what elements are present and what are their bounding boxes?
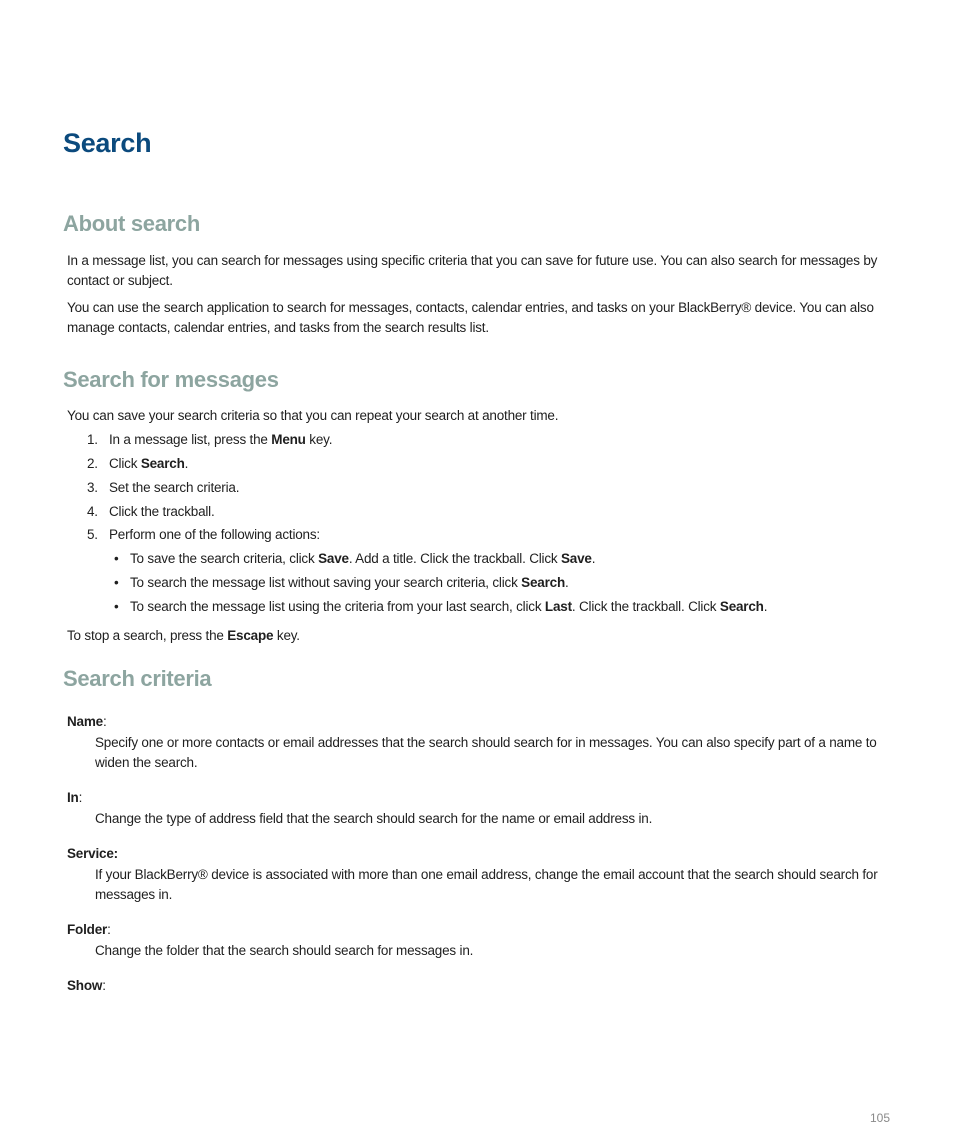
criteria-definition-folder: Change the folder that the search should search for messages in.: [95, 943, 474, 958]
bullet-text: .: [565, 575, 569, 590]
bullet-text: . Click the trackball. Click: [571, 599, 720, 614]
section-heading-search-for-messages: Search for messages: [63, 367, 279, 392]
section-heading-search-criteria: Search criteria: [63, 666, 212, 691]
outro-text-end: key.: [273, 628, 300, 643]
term-label: In: [67, 790, 79, 805]
page-number: 105: [869, 1111, 890, 1125]
term-label: Folder: [67, 922, 108, 937]
bullet-bold-text: Search: [521, 575, 566, 590]
step-number: 4.: [87, 504, 98, 519]
step-bold-text: Menu: [271, 432, 306, 447]
step-bold-text: Search: [140, 456, 185, 471]
term-colon: :: [102, 714, 107, 729]
step-number: 1.: [87, 432, 98, 447]
bullet-item: [114, 549, 595, 568]
step-text: Click the trackball.: [109, 504, 215, 519]
section-heading-about-search: About search: [63, 211, 200, 236]
bullet-text: To search the message list using the criteria from your last search, click: [130, 599, 545, 614]
bullet-text: To search the message list without saving your search criteria, click: [130, 575, 522, 590]
bullet-item: [114, 573, 569, 592]
bullet-bold-text: Save: [561, 551, 592, 566]
step-text-end: .: [184, 456, 189, 471]
criteria-definition-name: Specify one or more contacts or email addresses that the search should search for in messages. You can also specify part of a name to widen the search.: [95, 735, 877, 770]
step-item: [87, 478, 239, 497]
bullet-text: To save the search criteria, click: [130, 551, 319, 566]
search-messages-outro: [67, 626, 897, 646]
about-paragraph-2: You can use the search application to search for messages, contacts, calendar entries, and tasks on your BlackBerry® device. You can also manage contacts, calendar entries, and tasks from the search results list.: [67, 300, 874, 335]
term-colon: :: [78, 790, 83, 805]
criteria-term-name: [67, 712, 107, 731]
bullet-text: .: [591, 551, 596, 566]
step-text-end: key.: [305, 432, 333, 447]
term-colon: :: [107, 922, 111, 937]
step-text: Perform one of the following actions:: [109, 527, 320, 542]
term-label: Service:: [67, 846, 118, 861]
bullet-icon: •: [114, 575, 119, 590]
term-label: Show: [67, 978, 103, 993]
step-number: 2.: [87, 456, 98, 471]
step-number: 3.: [87, 480, 98, 495]
bullet-text: .: [763, 599, 768, 614]
criteria-term-in: [67, 788, 82, 807]
criteria-term-service: [67, 844, 118, 863]
step-item: [87, 525, 320, 544]
bullet-item: [114, 597, 767, 616]
criteria-definition-in: Change the type of address field that the search should search for the name or email address in.: [95, 811, 653, 826]
bullet-text: . Add a title. Click the trackball. Click: [348, 551, 561, 566]
step-text: Click: [109, 456, 141, 471]
term-colon: :: [102, 978, 106, 993]
bullet-bold-text: Search: [719, 599, 764, 614]
page-title: Search: [63, 128, 152, 158]
step-item: [87, 454, 188, 473]
step-item: [87, 430, 332, 449]
criteria-definition-service: If your BlackBerry® device is associated with more than one email address, change the email account that the search should search for messages in.: [95, 867, 878, 902]
bullet-bold-text: Save: [318, 551, 349, 566]
criteria-term-folder: [67, 920, 111, 939]
outro-text: To stop a search, press the: [67, 628, 228, 643]
about-paragraph-1: In a message list, you can search for messages using specific criteria that you can save for future use. You can also search for messages by contact or subject.: [67, 253, 878, 288]
outro-bold-text: Escape: [227, 628, 274, 643]
step-text: In a message list, press the: [109, 432, 272, 447]
bullet-icon: •: [114, 599, 119, 614]
search-messages-intro: You can save your search criteria so that you can repeat your search at another time.: [67, 408, 559, 423]
step-number: 5.: [87, 527, 98, 542]
step-text: Set the search criteria.: [109, 480, 240, 495]
step-item: [87, 502, 215, 521]
bullet-bold-text: Last: [544, 599, 572, 614]
criteria-term-show: [67, 976, 106, 995]
bullet-icon: •: [114, 551, 119, 566]
term-label: Name: [67, 714, 103, 729]
